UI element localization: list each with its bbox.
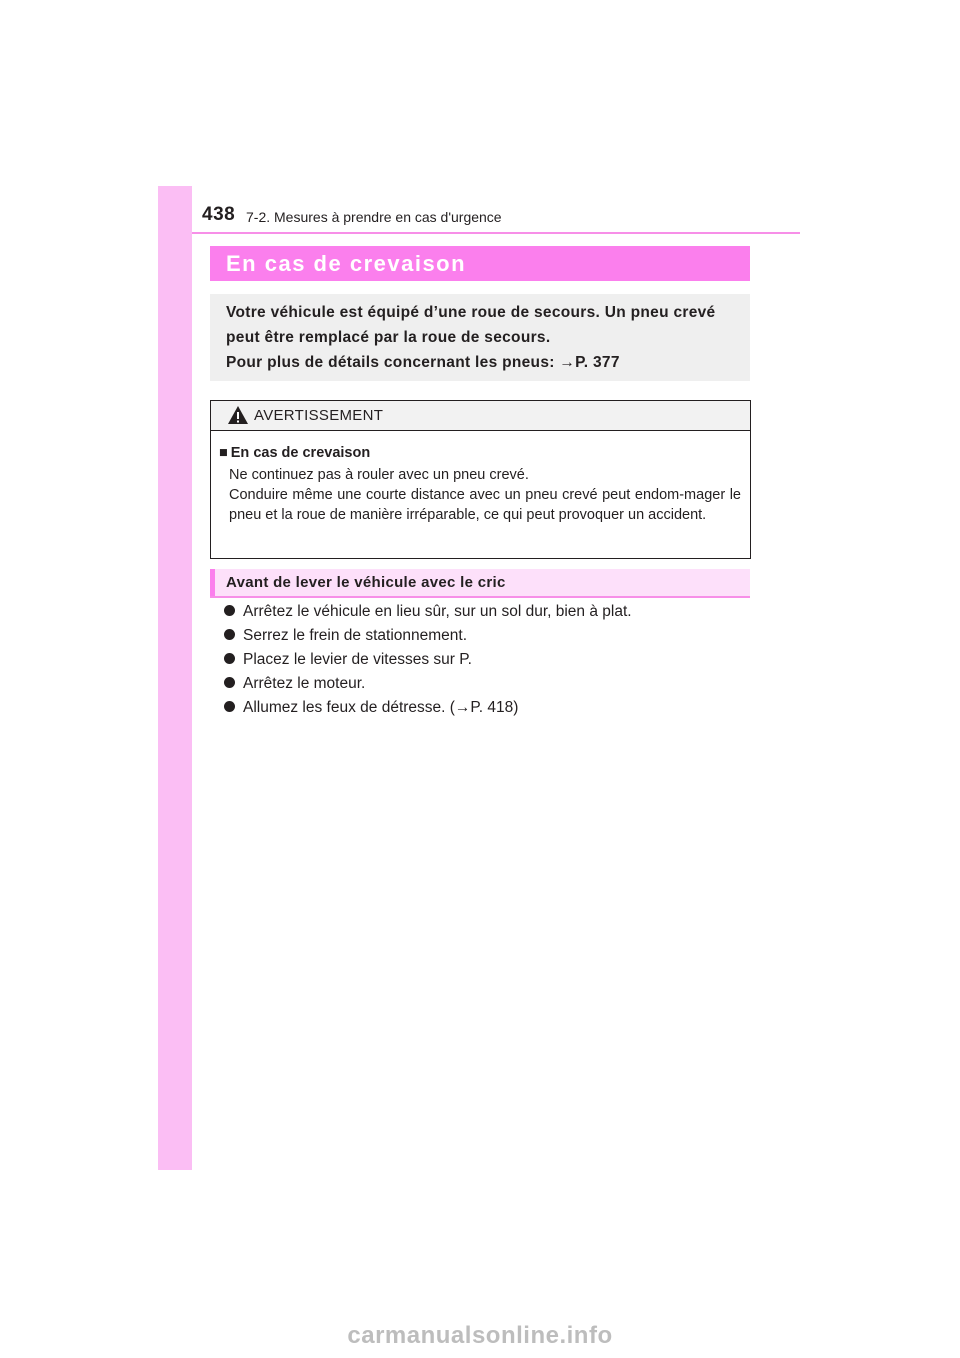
warning-title: AVERTISSEMENT [254,407,384,424]
subsection-accent [210,569,215,596]
arrow-icon: → [559,354,576,371]
bullet-dot-icon [224,701,235,712]
subsection-title: Avant de lever le véhicule avec le cric [226,574,506,591]
warning-body-line-1: Ne continuez pas à rouler avec un pneu crevé. [229,467,529,483]
list-item [224,624,632,648]
intro-line-1: Votre véhicule est équipé d’une roue de secours. Un pneu crevé [226,304,716,321]
intro-line-2: peut être remplacé par la roue de secours. [226,329,551,346]
warning-header [211,401,750,431]
chapter-title: 7-2. Mesures à prendre en cas d'urgence [246,209,502,225]
page-number: 438 [202,204,236,225]
bullet-dot-icon [224,677,235,688]
list-item [224,648,632,672]
watermark [0,1322,960,1350]
warning-body [229,465,741,525]
bullet-dot-icon [224,605,235,616]
intro-box [210,294,750,381]
intro-line-3 [226,354,620,372]
warning-box [210,400,751,559]
list-item-text: Serrez le frein de stationnement. [243,627,468,644]
bullet-dot-icon [224,653,235,664]
section-title: En cas de crevaison [226,251,467,276]
watermark-text: carmanualsonline.info [347,1322,613,1349]
warning-subhead [219,445,370,461]
header-rule [192,232,800,234]
side-color-band [158,186,192,1170]
intro-line-3-text: Pour plus de détails concernant les pneus: [226,354,560,371]
list-item [224,696,632,720]
list-item-text: Arrêtez le moteur. [243,675,366,692]
square-bullet-icon: ■ [219,445,228,461]
list-item-text: Arrêtez le véhicule en lieu sûr, sur un sol dur, bien à plat. [243,603,632,620]
list-item-text: Allumez les feux de détresse. (→P. 418) [243,699,519,716]
list-item-text: Placez le levier de vitesses sur P. [243,651,472,668]
list-item [224,672,632,696]
warning-triangle-icon [227,405,249,425]
subsection-title-bar [210,569,750,598]
bullet-dot-icon [224,629,235,640]
page-reference-link[interactable]: P. 377 [575,354,620,371]
bullet-list [224,600,632,720]
warning-body-line-2: Conduire même une courte distance avec un pneu crevé peut endom-mager le pneu et la roue de manière irréparable, ce qui peut provoquer un accident. [229,487,741,523]
warning-subhead-text: En cas de crevaison [230,445,371,461]
section-title-bar [210,246,750,281]
list-item [224,600,632,624]
